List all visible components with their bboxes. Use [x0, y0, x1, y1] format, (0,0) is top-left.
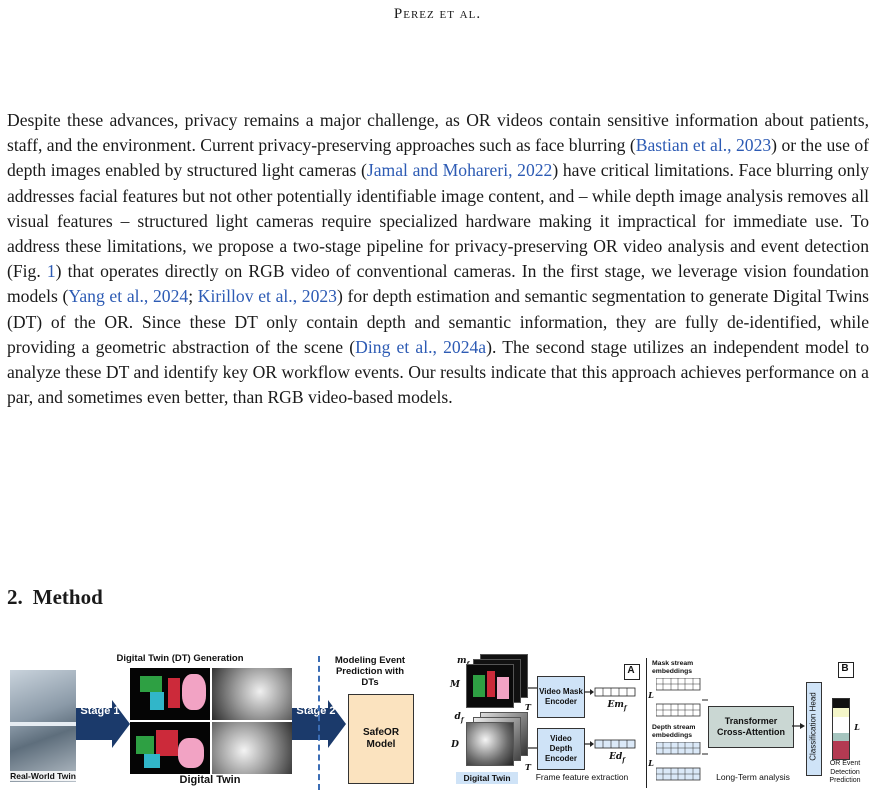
- paragraph-text: ) have critical limitations. Face blurring only addresses facial features but not other potentially identifiable image content, and – while depth image analysis removes all visual features – structured light cameras require specialized hardware making it impractical for immediate use. To address these limitations, we propose a two-stage pipeline for privacy-preserving OR video analysis and event detection (Fig.: [7, 160, 869, 282]
- paragraph-text: ) or the use of depth images enabled by structured light cameras (: [7, 135, 869, 181]
- citation-link[interactable]: 1: [46, 261, 56, 282]
- depth-stream-label: Depth stream embeddings: [652, 724, 696, 739]
- stage1-label: Stage 1: [80, 705, 120, 717]
- digital-twin-label: Digital Twin: [179, 774, 241, 786]
- figure-right: [440, 650, 875, 794]
- prediction-bars: [832, 698, 850, 760]
- T-label-mask: T: [525, 702, 531, 712]
- stage2-label: Stage 2: [296, 705, 336, 717]
- transformer-label: Transformer Cross-Attention: [717, 716, 785, 737]
- video-depth-encoder-box: [537, 728, 585, 770]
- segmentation-tile-bottom: [130, 722, 210, 774]
- panel-b-label: B: [841, 663, 849, 674]
- d-label: $d_f$: [454, 712, 464, 724]
- video-depth-encoder-label: Video Depth Encoder: [544, 734, 577, 763]
- L-label-depth: L: [648, 758, 654, 768]
- depth-tile-top: [212, 668, 292, 720]
- section-title: Method: [32, 585, 103, 609]
- divider-dashed: [318, 656, 320, 790]
- running-header: Perez et al.: [393, 6, 482, 22]
- paragraph-text: ) for depth estimation and semantic segmentation to generate Digital Twins (DT) of the OR. Since these DT only contain depth and semantic information, they are fully de-identified, while providing a geometric abstraction of the scene (: [7, 286, 869, 357]
- mask-stream-label: Mask stream embeddings: [652, 660, 694, 675]
- ed-f-label: $Ed_f$: [609, 752, 625, 764]
- feature-vectors: [584, 684, 644, 760]
- depth-stream-grid: [656, 742, 702, 784]
- long-term-label: Long-Term analysis: [716, 772, 790, 782]
- depth-tile-bottom: [212, 722, 292, 774]
- M-label: M: [450, 680, 460, 690]
- citation-link[interactable]: Ding et al., 2024a: [355, 336, 487, 357]
- citation-link[interactable]: Bastian et al., 2023: [635, 135, 772, 156]
- L-label-output: L: [854, 722, 860, 732]
- body-paragraph: [7, 108, 869, 410]
- modeling-title: Modeling Event Prediction with DTs: [334, 655, 406, 688]
- safeor-model-box: [348, 694, 414, 784]
- or-event-label: OR Event Detection Prediction: [829, 760, 861, 784]
- segmentation-tile-top: [130, 668, 210, 720]
- digital-twin-tag: Digital Twin: [456, 772, 518, 784]
- paragraph-text: ). The second stage utilizes an independent model to analyze these DT and identify key OR workflow events. Our results indicate that this approach achieves performance on a par, and sometimes even better, than RGB video-based models.: [7, 336, 870, 408]
- paragraph-text: ) that operates directly on RGB video of conventional cameras. In the first stage, we leverage vision foundation models (: [7, 261, 869, 307]
- m-label: m: [456, 656, 467, 666]
- safeor-model-label: SafeOR Model: [362, 727, 400, 750]
- frame-feature-label: Frame feature extraction: [535, 772, 629, 782]
- em-f-label: $Em_f$: [607, 700, 627, 712]
- depth-frames-stack: [466, 712, 532, 766]
- section-heading: [7, 585, 103, 610]
- real-world-photo-overlay: [10, 722, 76, 726]
- L-label-mask: L: [648, 690, 654, 700]
- citation-link[interactable]: Yang et al., 2024: [68, 286, 189, 307]
- transformer-box: [708, 706, 794, 748]
- figure-left: [0, 650, 430, 794]
- citation-link[interactable]: Jamal and Mohareri, 2022: [366, 160, 553, 181]
- mask-stream-grid: [656, 678, 702, 720]
- video-mask-encoder-box: [537, 676, 585, 718]
- arrow-to-classification: [792, 720, 806, 732]
- panel-divider: [646, 658, 647, 788]
- paragraph-text: ;: [188, 286, 198, 307]
- mask-frames-stack: [466, 654, 532, 706]
- classification-head-label: Classification Head: [808, 692, 818, 761]
- real-world-label: Real-World Twin: [10, 771, 76, 781]
- dt-generation-title: Digital Twin (DT) Generation: [116, 653, 244, 664]
- panel-a-label: A: [627, 665, 635, 676]
- video-mask-encoder-label: Video Mask Encoder: [539, 687, 583, 706]
- section-number: 2.: [7, 585, 23, 609]
- D-label: D: [451, 740, 459, 750]
- paragraph-text: Despite these advances, privacy remains a major challenge, as OR videos contain sensitive information about patients, staff, and the environment. Current privacy-preserving approaches such as face blurring (: [7, 110, 869, 156]
- T-label-depth: T: [525, 762, 531, 772]
- citation-link[interactable]: Kirillov et al., 2023: [197, 286, 337, 307]
- real-world-photo: [10, 670, 76, 782]
